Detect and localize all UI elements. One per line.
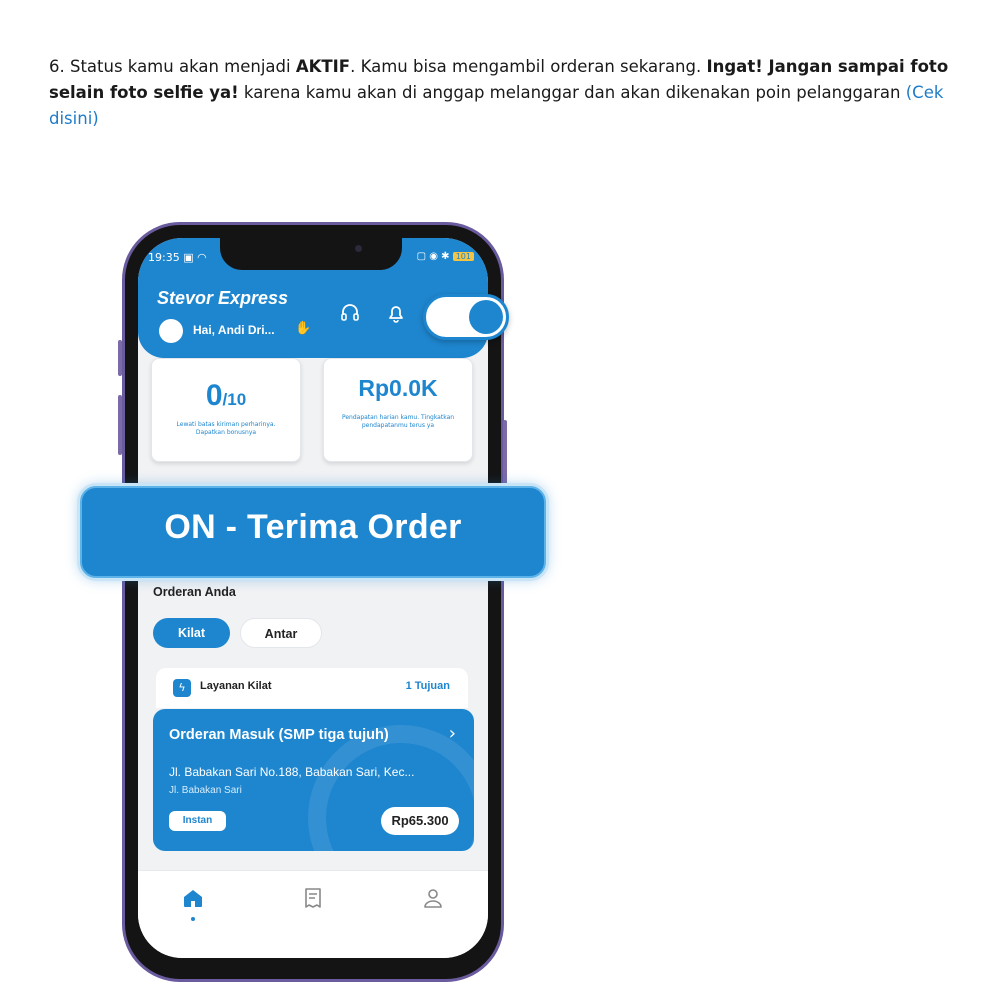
banner-text: ON - Terima Order (164, 508, 462, 546)
phone-volume-button (118, 395, 122, 455)
incoming-order-card[interactable] (153, 709, 474, 851)
lightning-icon: ϟ (173, 679, 191, 697)
phone-screen (138, 238, 488, 958)
service-label: Layanan Kilat (200, 680, 272, 692)
status-banner (80, 486, 546, 578)
orders-count: 0 (205, 379, 223, 412)
clock: 19:35 (148, 251, 180, 264)
earnings-note: Pendapatan harian kamu. Tingkatkan pendapatanmu terus ya (341, 414, 455, 429)
tab-antar[interactable]: Antar (240, 618, 322, 648)
headset-icon[interactable] (339, 302, 361, 324)
phone-notch (220, 238, 402, 270)
cek-disini-link[interactable]: (Cek disini) (49, 82, 944, 128)
bottom-navigation (138, 870, 488, 958)
receipt-icon[interactable] (300, 885, 326, 911)
chevron-right-icon[interactable]: › (448, 723, 456, 744)
instan-badge: Instan (169, 811, 226, 831)
order-street: Jl. Babakan Sari (169, 785, 242, 796)
orders-limit: /10 (222, 390, 247, 409)
orders-note: Lewati batas kiriman perharinya. Dapatkan bonusnya (176, 421, 276, 436)
profile-icon[interactable] (420, 885, 446, 911)
online-toggle[interactable] (423, 294, 509, 340)
service-header (156, 668, 468, 708)
order-price: Rp65.300 (381, 807, 459, 835)
instruction-prefix: 6. Status kamu akan menjadi (49, 56, 296, 76)
avatar[interactable] (159, 319, 183, 343)
active-tab-indicator (191, 917, 195, 921)
greeting: Hai, Andi Dri... (193, 323, 275, 337)
instruction-suffix: karena kamu akan di anggap melanggar dan akan dikenakan poin pelanggaran (238, 82, 906, 102)
tab-kilat[interactable]: Kilat (153, 618, 230, 648)
wave-hand-icon: ✋ (295, 321, 312, 336)
earnings-value: Rp0.0K (358, 375, 438, 401)
toggle-knob (469, 300, 503, 334)
order-address: Jl. Babakan Sari No.188, Babakan Sari, Kec... (169, 765, 415, 779)
destination-count: 1 Tujuan (405, 680, 450, 692)
home-icon[interactable] (180, 885, 206, 911)
camera-icon (355, 245, 362, 252)
instruction-text (49, 54, 949, 132)
bell-icon[interactable] (385, 302, 407, 324)
battery-icon: 101 (453, 252, 474, 261)
aktif-label: AKTIF (295, 56, 351, 76)
orders-section-title: Orderan Anda (153, 585, 236, 599)
status-bar-time: 19:35 ▣ ◠ (148, 251, 207, 264)
status-bar-icons: ▢ ◉ ✱ 101 (417, 251, 474, 262)
daily-orders-card (151, 358, 301, 462)
app-brand: Stevor Express (157, 288, 289, 308)
instruction-middle: . Kamu bisa mengambil orderan sekarang. (350, 56, 707, 76)
daily-earnings-card (323, 358, 473, 462)
orders-counter (152, 379, 300, 413)
phone-side-button (118, 340, 122, 376)
order-title: Orderan Masuk (SMP tiga tujuh) (169, 727, 389, 743)
selfie-warning: Ingat! Jangan sampai foto selain foto selfie ya! (49, 56, 949, 102)
